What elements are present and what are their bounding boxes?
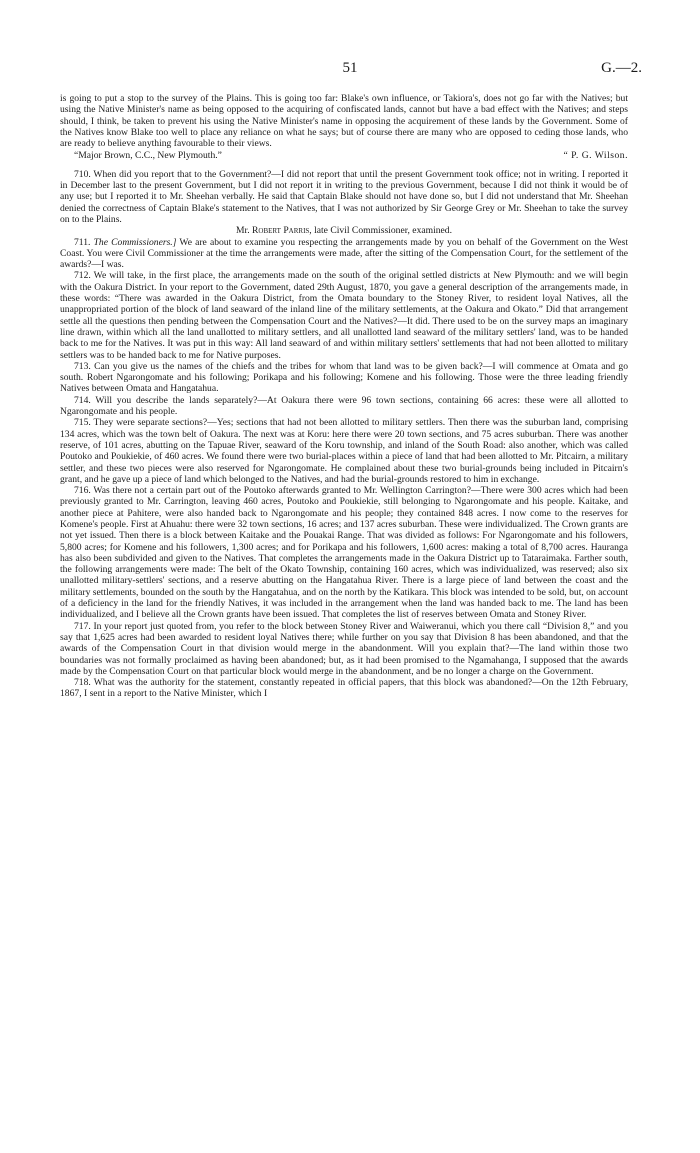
- paragraph-715: 715. They were separate sections?—Yes; sections that had not been allotted to military settlers. Then there was the suburban land, comprising 134 acres, which was the town belt of Oakura. The next was at Koru: here there were 20 town sections, and 75 acres suburban. There was another reserve, of 101 acres, abutting on the Tapuae River, seaward of the Koru township, and inland of the South Road: also another, which was called Poutoko and Poukiekie, of 460 acres. We found there were two burial-places within a piece of land that had been allotted to Mr. Pitcairn, a military settler, and these two pieces were also reserved for Ngarongomate. He complained about these two burial-grounds being included in Pitcairn's grant, and he gave up a piece of land which belonged to the Natives, and had the burial-grounds restored to him in exchange.: [60, 417, 628, 485]
- paragraph-710: 710. When did you report that to the Government?—I did not report that until the present Government took office; not in writing. I reported it in December last to the present Government, but I did not report it in writing to the previous Government, because I did not think it would be of any use; but I reported it to Mr. Sheehan verbally. He said that Captain Blake should not have done so, but I did not understand that Mr. Sheehan denied the correctness of Captain Blake's statement to the Natives, that I was not authorized by Sir George Grey or Mr. Sheehan to take the survey on to the Plains.: [60, 168, 628, 225]
- page-header: [0, 60, 700, 82]
- letter-addressee: “Major Brown, C.C., New Plymouth.”: [74, 150, 222, 162]
- letter-signature: [60, 150, 628, 161]
- document-body: [60, 93, 628, 700]
- paragraph-718: 718. What was the authority for the statement, constantly repeated in official papers, that this block was abandoned?—On the 12th February, 1867, I sent in a report to the Native Minister, which I: [60, 677, 628, 700]
- page-number: 51: [342, 60, 358, 76]
- letter-signer: “ P. G. Wilson.: [563, 150, 628, 162]
- heading-prefix: Mr.: [236, 225, 250, 237]
- document-reference: G.—2.: [601, 60, 642, 76]
- heading-suffix: , late Civil Commissioner, examined.: [309, 225, 452, 237]
- paragraph-711-text: We are about to examine you respecting the arrangements made by you on behalf of the Government on the West Coast. You were Civil Commissioner at the time the arrangements were made, after the sitting of the Compensation Court, for the settlement of the awards?—I was.: [60, 236, 629, 271]
- continuation-paragraph: is going to put a stop to the survey of the Plains. This is going too far: Blake's own influence, or Takiora's, does not go far with the Natives; but using the Native Minister's name as being opposed to the acquiring of confiscated lands, cannot but have a bad effect with the Natives; and steps should, I think, be taken to prevent his using the Native Minister's name in opposing the acquirement of these lands by the Government. Some of the Natives know Blake too well to place any reliance on what he says; but of course there are many who are opposed to ceding those lands, who are ready to believe anything favourable to their views.: [60, 93, 628, 150]
- paragraph-712: 712. We will take, in the first place, the arrangements made on the south of the original settled districts at New Plymouth: and we will begin with the Oakura District. In your report to the Government, dated 29th August, 1870, you gave a general description of the arrangements made, in these words: “There was awarded in the Oakura District, from the Omata boundary to the Stoney River, to resident loyal Natives, all the unappropriated portion of the block of land seaward of the inland line of the military settlements, at the Oakura and Okato.” Did that arrangement settle all the questions then pending between the Compensation Court and the Natives?—It did. There used to be on the survey maps an imaginary line drawn, within which all the land unallotted to military settlers, and all unallotted land seaward of the military settlers' land, was to be handed back to me for the Natives. It was put in this way: All land seaward of and within military settlers' settlements that had not been allotted to military settlers was to be handed back to me for Native purposes.: [60, 270, 628, 361]
- paragraph-716: 716. Was there not a certain part out of the Poutoko afterwards granted to Mr. Wellington Carrington?—There were 300 acres which had been previously granted to Mr. Carrington, leaving 460 acres, Poutoko and Poukiekie, still belonging to Ngarongomate and his people. Kaitake, and another piece at Pahitere, were also handed back to Ngarongomate and his people; they contained 848 acres. I now come to the reserves for Komene's people. First at Ahuahu: there were 32 town sections, 16 acres; and 137 acres suburban. These were individualized. The Crown grants are not yet issued. Then there is a block between Kaitake and the Pouakai Range. That was divided as follows: For Ngarongomate and his followers, 5,800 acres; for Komene and his followers, 1,300 acres; and for Porikapa and his followers, 1,600 acres: making a total of 8,700 acres. Hauranga has also been subdivided and given to the Natives. That completes the arrangements made in the Oakura District up to Tataraimaka. Farther south, the following arrangements were made: The belt of the Okato Township, containing 160 acres, which was individualized, was reserved; also six unallotted military-settlers' sections, and a reserve abutting on the Hangatahua River. There is a large piece of land between the coast and the military settlements, bounded on the south by the Hangatahua, and on the north by the Katikara. This block was intended to be sold, but, on account of a deficiency in the land for the friendly Natives, it was included in the arrangement when the land was handed back to me. The land has been individualized, and I believe all the Crown grants have been issued. That completes the list of reserves between Omata and Stoney River.: [60, 485, 628, 621]
- paragraph-711-speaker: The Commissioners.]: [93, 236, 177, 248]
- paragraph-711-number: 711.: [74, 236, 91, 248]
- paragraph-717: 717. In your report just quoted from, you refer to the block between Stoney River and Waiweranui, which you there call “Division 8,” and you say that 1,625 acres had been awarded to resident loyal Natives there; while further on you say that Division 8 has been abandoned, and that the awards of the Compensation Court in that division would merge in the abandonment. Will you explain that?—The land within those two boundaries was not formally proclaimed as having been abandoned; but, as it had been promised to the Ngamahanga, I supposed that the awards made by the Compensation Court on that particular block would merge in the abandonment, and be no longer a charge on the Government.: [60, 620, 628, 677]
- paragraph-714: 714. Will you describe the lands separately?—At Oakura there were 96 town sections, containing 66 acres: these were all allotted to Ngarongomate and his people.: [60, 394, 628, 418]
- section-heading: [60, 225, 628, 236]
- paragraph-713: 713. Can you give us the names of the chiefs and the tribes for whom that land was to be given back?—I will commence at Omata and go south. Robert Ngarongomate and his following; Porikapa and his following; Komene and his following. Those were the three leading friendly Natives between Omata and Hangatahua.: [60, 360, 628, 395]
- heading-name: Robert Parris: [252, 225, 310, 237]
- paragraph-711: [60, 237, 628, 271]
